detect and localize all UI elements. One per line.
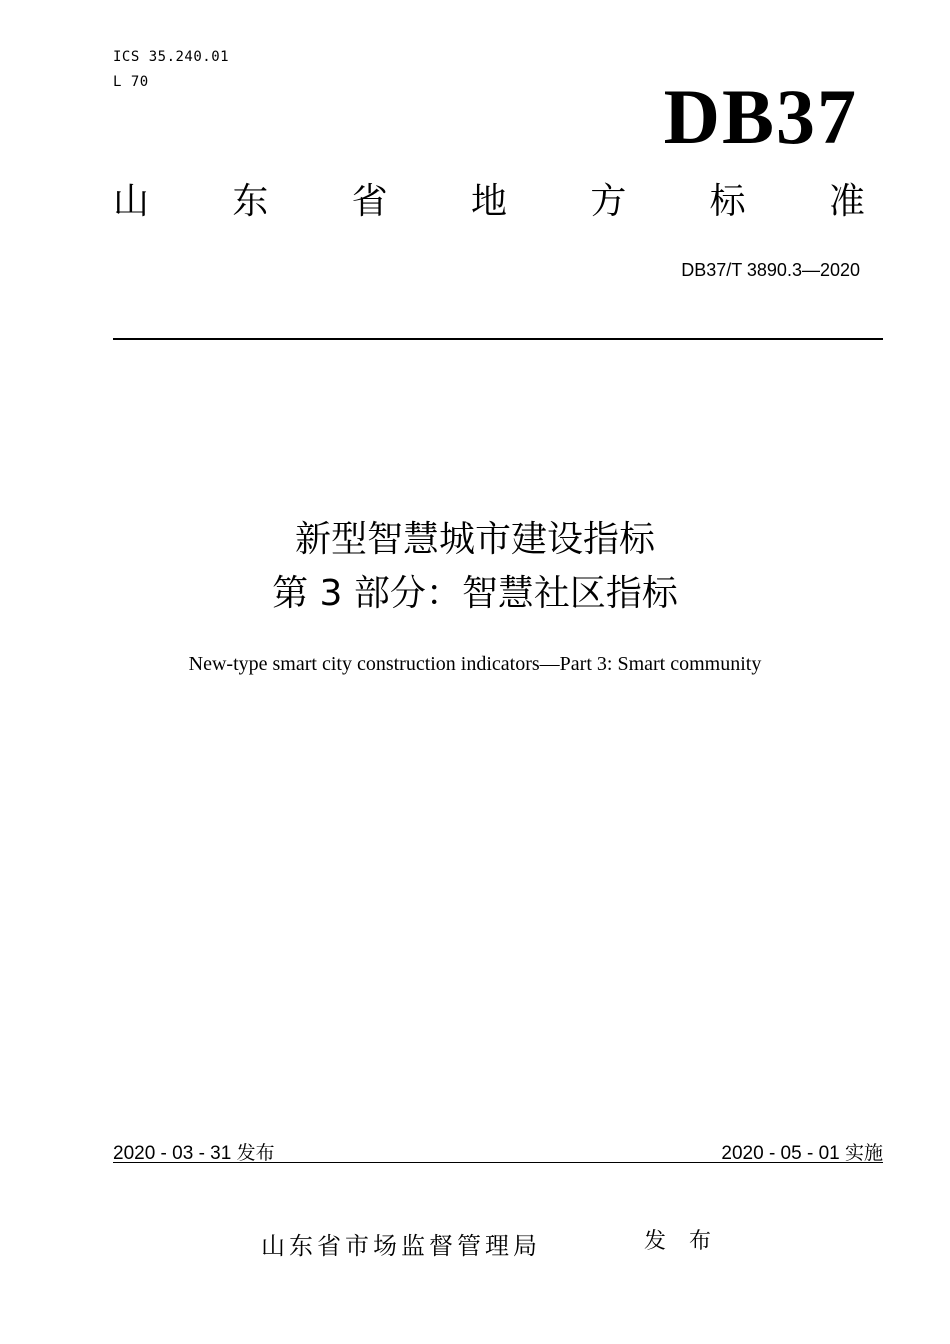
title-en: New-type smart city construction indicators—Part 3: Smart community xyxy=(188,653,762,675)
standard-type-char: 山 xyxy=(113,181,150,222)
title-zh-line2: 第 3 部分：智慧社区指标 xyxy=(272,573,678,614)
issue-label: 发 布 xyxy=(644,1229,719,1254)
title-zh-line1: 新型智慧城市建设指标 xyxy=(294,519,655,560)
standard-type-char: 准 xyxy=(828,181,865,222)
standard-type-char: 方 xyxy=(590,181,627,222)
top-divider xyxy=(113,338,883,340)
bottom-divider xyxy=(113,1162,883,1163)
standard-type-char: 东 xyxy=(232,181,269,222)
standard-type xyxy=(113,181,865,222)
db37-logo: DB37 xyxy=(663,73,858,160)
standard-type-char: 地 xyxy=(470,181,507,222)
effective-date: 2020 - 05 - 01 实施 xyxy=(721,1143,883,1164)
issuer: 山东省市场监督管理局 xyxy=(261,1232,541,1260)
issue-date: 2020 - 03 - 31 发布 xyxy=(113,1143,275,1164)
standard-number: DB37/T 3890.3—2020 xyxy=(681,260,860,280)
standard-type-char: 省 xyxy=(351,181,388,222)
ics-code: ICS 35.240.01 xyxy=(113,49,230,65)
classification-code: L 70 xyxy=(113,74,149,90)
standard-type-char: 标 xyxy=(709,181,746,222)
